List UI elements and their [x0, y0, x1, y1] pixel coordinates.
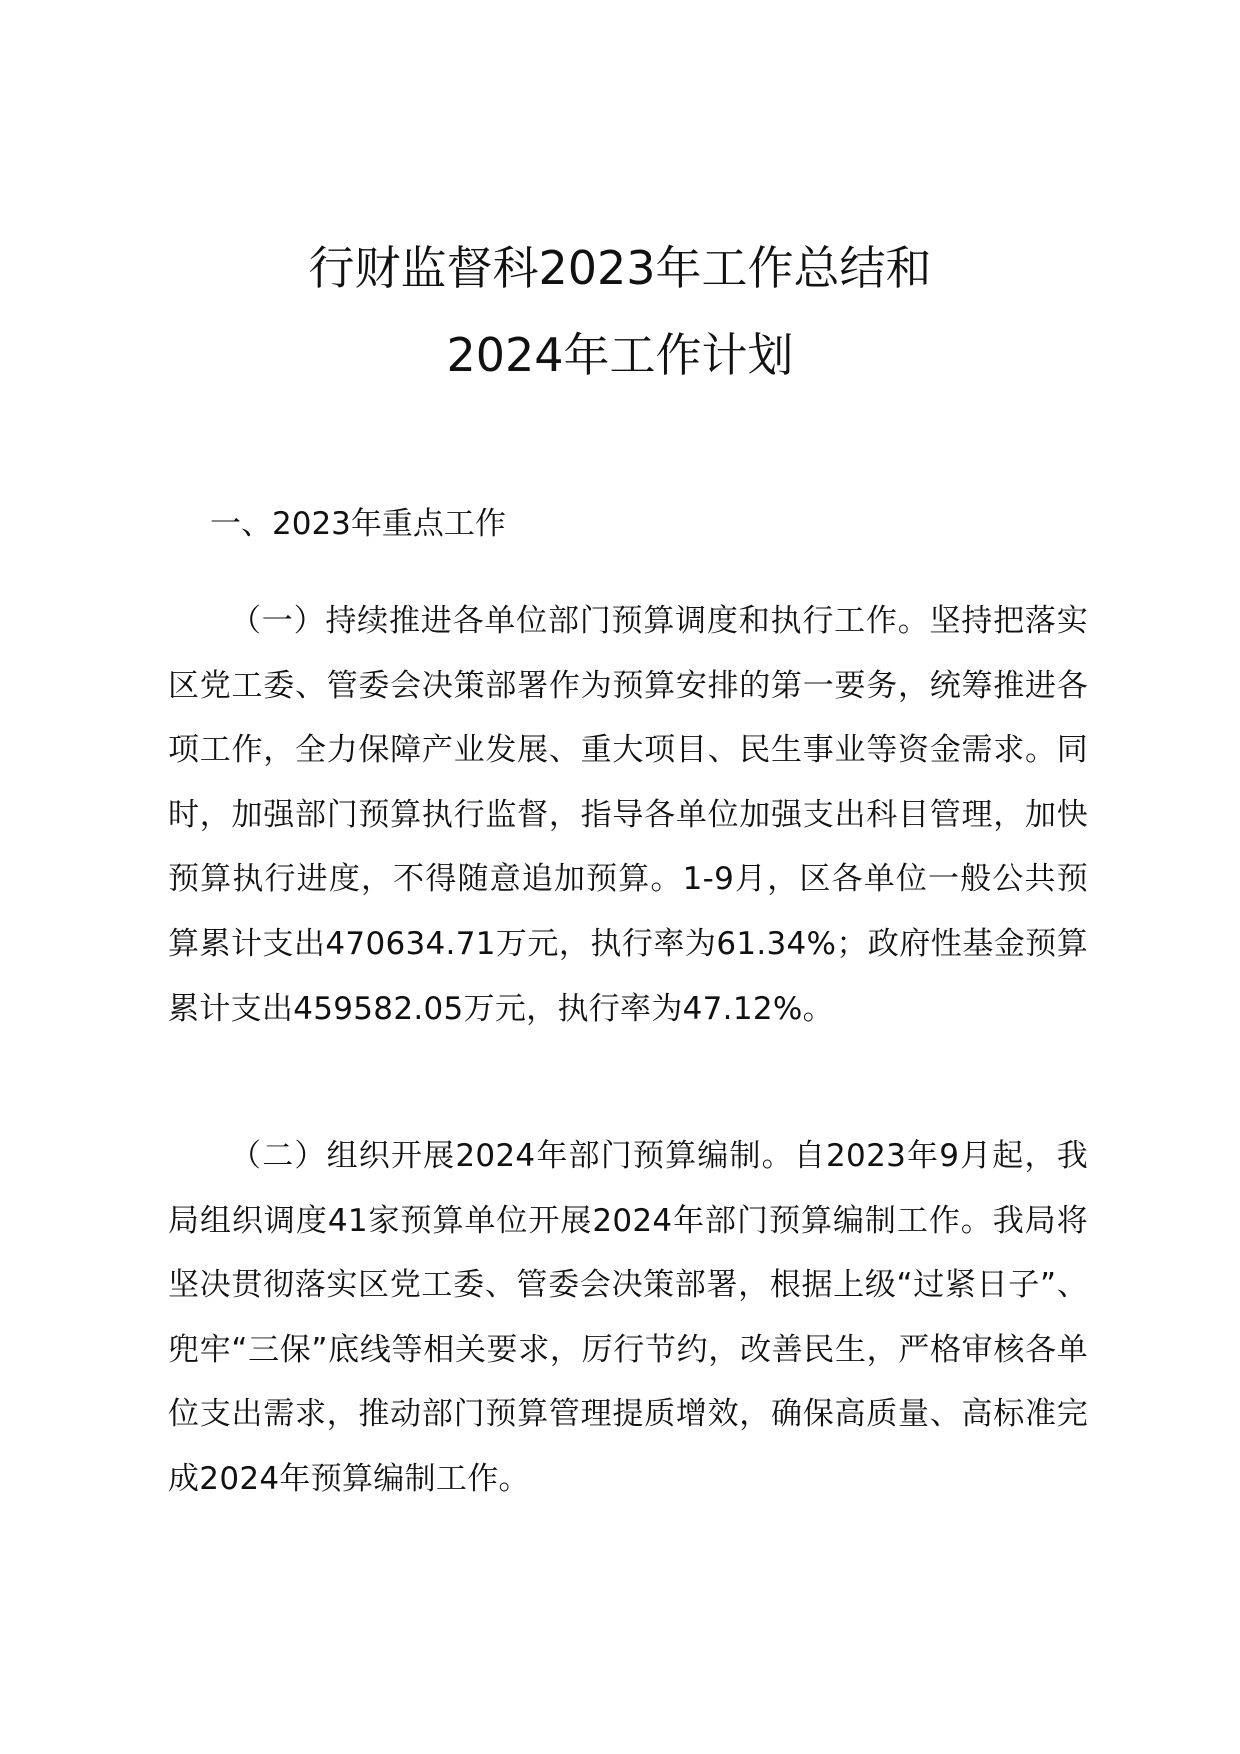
paragraph-2: （二）组织开展2024年部门预算编制。自2023年9月起，我局组织调度41家预算单位开展2024年部门预算编制工作。我局将坚决贯彻落实区党工委、管委会决策部署，根据上级“过紧日子”、兜牢“三保”底线等相关要求，厉行节约，改善民生，严格审核各单位支出需求，推动部门预算管理提质增效，确保高质量、高标准完成2024年预算编制工作。 [168, 1138, 1088, 1497]
section-heading: 一、2023年重点工作 [210, 506, 506, 542]
document-title-line2: 2024年工作计划 [446, 328, 794, 382]
document-title-line1: 行财监督科2023年工作总结和 [308, 241, 932, 295]
paragraph-1: （一）持续推进各单位部门预算调度和执行工作。坚持把落实区党工委、管委会决策部署作为预算安排的第一要务，统筹推进各项工作，全力保障产业发展、重大项目、民生事业等资金需求。同时，加强部门预算执行监督，指导各单位加强支出科目管理，加快预算执行进度，不得随意追加预算。1-9月，区各单位一般公共预算累计支出470634.71万元，执行率为61.34%；政府性基金预算累计支出459582.05万元，执行率为47.12%。 [168, 603, 1088, 1027]
